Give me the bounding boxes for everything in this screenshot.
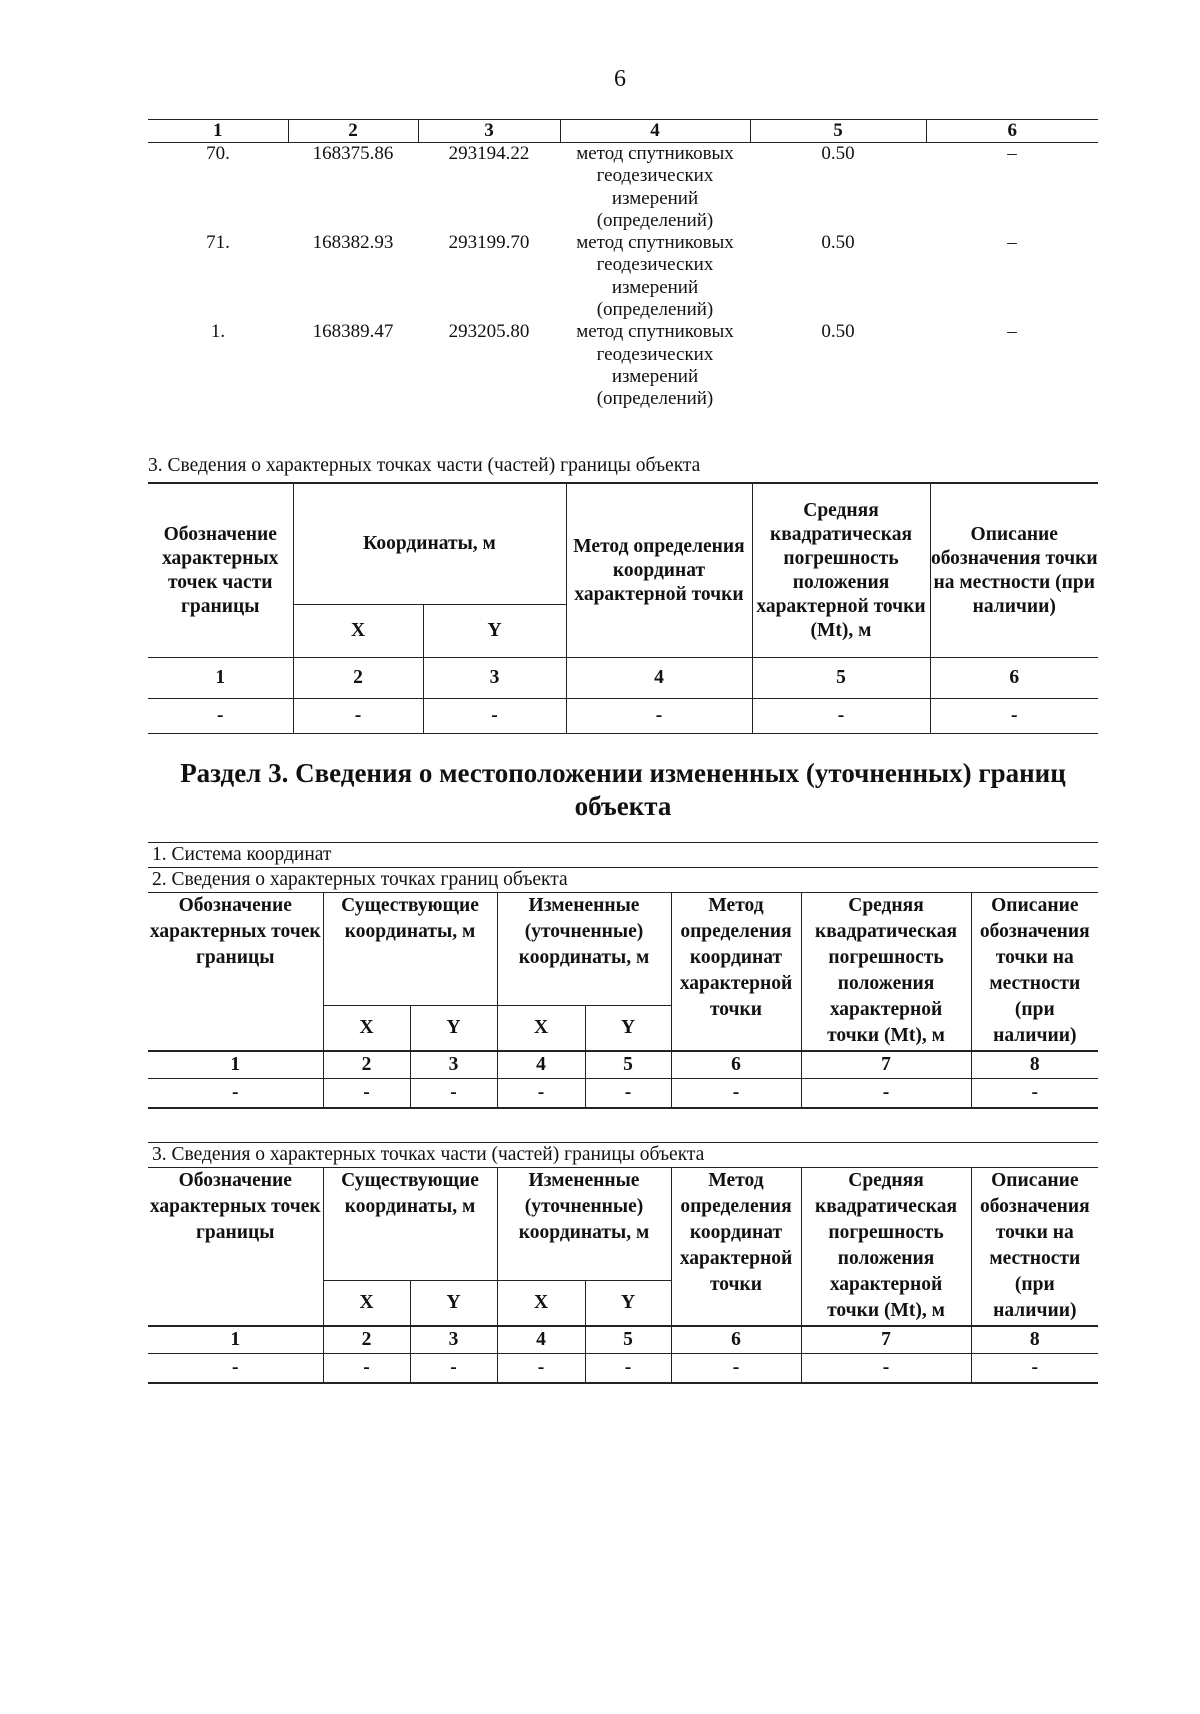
table-row	[148, 1354, 1098, 1384]
empty-cell: -	[410, 1354, 497, 1384]
col-header-x: X	[323, 1006, 410, 1052]
col-number: 6	[671, 1051, 801, 1079]
col-header-x: X	[497, 1281, 585, 1327]
col-header: 4	[560, 120, 750, 143]
col-number: 3	[423, 658, 566, 699]
col-number: 1	[148, 1326, 323, 1354]
table-row	[148, 699, 1098, 734]
col-number: 7	[801, 1326, 971, 1354]
caption-row	[148, 1143, 1098, 1168]
method: метод спутниковых геодезических измерений (определений)	[576, 143, 734, 231]
point-id: 71.	[206, 232, 230, 254]
column-number-row	[148, 658, 1098, 699]
description: –	[1007, 321, 1017, 343]
col-header-x: X	[323, 1281, 410, 1327]
col-number: 2	[323, 1051, 410, 1079]
coord-y: 293199.70	[448, 232, 530, 254]
col-header: 6	[926, 120, 1098, 143]
col-header-description: Описание обозначения точки на местности (при наличии)	[930, 483, 1098, 658]
table-row	[148, 143, 1098, 233]
empty-cell: -	[801, 1079, 971, 1109]
col-number: 5	[585, 1326, 671, 1354]
col-header-point: Обозначение характерных точек границы	[148, 1168, 323, 1327]
col-header-point: Обозначение характерных точек части границы	[148, 483, 293, 658]
table-header-row	[148, 893, 1098, 1006]
empty-cell: -	[752, 699, 930, 734]
caption-row	[148, 843, 1098, 868]
col-header: 3	[418, 120, 560, 143]
col-header-method: Метод определения координат характерной точки	[671, 1168, 801, 1327]
column-number-row	[148, 1326, 1098, 1354]
col-header-method: Метод определения координат характерной точки	[671, 893, 801, 1052]
empty-cell: -	[585, 1079, 671, 1109]
empty-cell: -	[148, 699, 293, 734]
col-number: 6	[671, 1326, 801, 1354]
col-header-accuracy: Средняя квадратическая погрешность положения характерной точки (Mt), м	[801, 1168, 971, 1327]
col-header-existing: Существующие координаты, м	[323, 1168, 497, 1281]
accuracy: 0.50	[821, 232, 855, 254]
empty-cell: -	[293, 699, 423, 734]
col-number: 7	[801, 1051, 971, 1079]
table-row	[148, 1079, 1098, 1109]
empty-cell: -	[585, 1354, 671, 1384]
point-id: 1.	[210, 321, 226, 343]
col-number: 3	[410, 1051, 497, 1079]
col-header-coords: Координаты, м	[293, 483, 566, 605]
empty-cell: -	[423, 699, 566, 734]
empty-cell: -	[323, 1354, 410, 1384]
caption-row	[148, 868, 1098, 893]
section-title: Раздел 3. Сведения о местоположении измененных (уточненных) границ объекта	[180, 758, 1066, 821]
empty-cell: -	[801, 1354, 971, 1384]
col-number: 4	[497, 1051, 585, 1079]
col-header-y: Y	[585, 1281, 671, 1327]
col-number: 1	[148, 658, 293, 699]
col-number: 8	[971, 1051, 1098, 1079]
col-header-accuracy: Средняя квадратическая погрешность положения характерной точки (Mt), м	[801, 893, 971, 1052]
coord-x: 168382.93	[312, 232, 394, 254]
empty-cell: -	[323, 1079, 410, 1109]
coord-y: 293194.22	[448, 143, 530, 164]
coordinate-system-caption: 1. Система координат	[148, 843, 1098, 868]
col-number: 2	[293, 658, 423, 699]
col-header-x: X	[293, 605, 423, 658]
description: –	[1007, 232, 1017, 254]
col-header-changed: Измененные (уточненные) координаты, м	[497, 893, 671, 1006]
col-header-y: Y	[410, 1281, 497, 1327]
accuracy: 0.50	[821, 321, 855, 343]
col-header-y: Y	[410, 1006, 497, 1052]
empty-cell: -	[497, 1354, 585, 1384]
table-header-row	[148, 1168, 1098, 1281]
table-row	[148, 232, 1098, 321]
parts-caption: 3. Сведения о характерных точках части (частей) границы объекта	[148, 1143, 1098, 1168]
empty-cell: -	[671, 1079, 801, 1109]
col-number: 8	[971, 1326, 1098, 1354]
accuracy: 0.50	[821, 143, 855, 164]
col-header: 2	[288, 120, 418, 143]
empty-cell: -	[148, 1354, 323, 1384]
table-row	[148, 321, 1098, 410]
empty-cell: -	[971, 1354, 1098, 1384]
changed-parts-table	[148, 1142, 1098, 1384]
col-header-description: Описание обозначения точки на местности (при наличии)	[971, 893, 1098, 1052]
empty-cell: -	[497, 1079, 585, 1109]
empty-cell: -	[148, 1079, 323, 1109]
col-number: 5	[585, 1051, 671, 1079]
col-number: 4	[497, 1326, 585, 1354]
coord-x: 168375.86	[312, 143, 394, 164]
col-header-y: Y	[585, 1006, 671, 1052]
col-header-accuracy: Средняя квадратическая погрешность положения характерной точки (Mt), м	[752, 483, 930, 658]
table-header-row	[148, 120, 1098, 143]
col-header: 5	[750, 120, 926, 143]
col-header-point: Обозначение характерных точек границы	[148, 893, 323, 1052]
col-number: 3	[410, 1326, 497, 1354]
col-header-existing: Существующие координаты, м	[323, 893, 497, 1006]
coord-x: 168389.47	[312, 321, 394, 343]
col-header-changed: Измененные (уточненные) координаты, м	[497, 1168, 671, 1281]
empty-cell: -	[671, 1354, 801, 1384]
col-number: 2	[323, 1326, 410, 1354]
parts-points-table	[148, 482, 1098, 734]
page-number: 6	[614, 66, 626, 92]
empty-cell: -	[410, 1079, 497, 1109]
empty-cell: -	[971, 1079, 1098, 1109]
coord-y: 293205.80	[448, 321, 530, 343]
table-header-row	[148, 483, 1098, 605]
column-number-row	[148, 1051, 1098, 1079]
empty-cell: -	[566, 699, 752, 734]
description: –	[1007, 143, 1017, 164]
points-caption: 2. Сведения о характерных точках границ объекта	[148, 868, 1098, 893]
point-id: 70.	[206, 143, 230, 164]
col-number: 5	[752, 658, 930, 699]
col-number: 6	[930, 658, 1098, 699]
col-header-method: Метод определения координат характерной точки	[566, 483, 752, 658]
col-header: 1	[148, 120, 288, 143]
empty-cell: -	[930, 699, 1098, 734]
col-number: 1	[148, 1051, 323, 1079]
col-header-y: Y	[423, 605, 566, 658]
method: метод спутниковых геодезических измерений (определений)	[576, 232, 734, 321]
method: метод спутниковых геодезических измерений (определений)	[576, 321, 734, 410]
coordinates-continuation-table	[148, 119, 1098, 411]
col-header-x: X	[497, 1006, 585, 1052]
changed-boundaries-table	[148, 842, 1098, 1109]
parts-table-caption: 3. Сведения о характерных точках части (частей) границы объекта	[148, 455, 701, 476]
col-number: 4	[566, 658, 752, 699]
col-header-description: Описание обозначения точки на местности (при наличии)	[971, 1168, 1098, 1327]
